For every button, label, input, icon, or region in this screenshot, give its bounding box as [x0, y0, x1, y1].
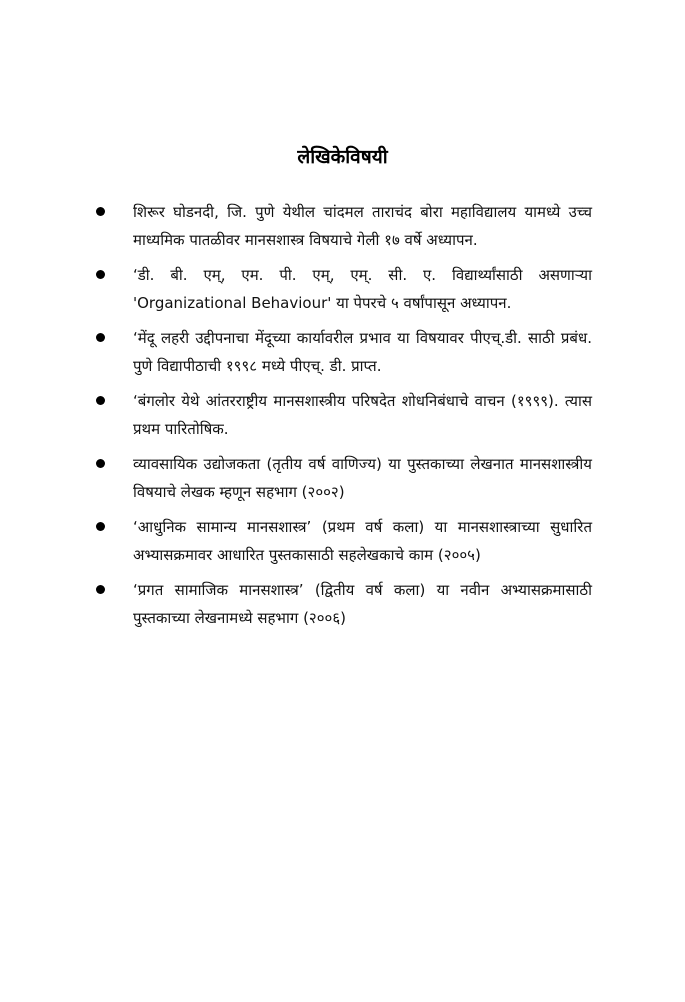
list-item	[92, 198, 592, 254]
list-item-text: ‘डी. बी. एम्, एम. पी. एम्, एम्. सी. ए. विद्यार्थ्यांसाठी असणाऱ्या 'Organizational Behaviour' या पेपरचे ५ वर्षांपासून अध्यापन.	[133, 266, 592, 312]
list-item-text: ‘आधुनिक सामान्य मानसशास्त्र’ (प्रथम वर्ष कला) या मानसशास्त्राच्या सुधारित अभ्यासक्रमावर आधारित पुस्तकासाठी सहलेखकाचे काम (२००५)	[133, 518, 592, 564]
list-item	[92, 387, 592, 443]
page-title: लेखिकेविषयी	[297, 146, 388, 168]
bullet-icon	[96, 207, 105, 216]
bullet-icon	[96, 522, 105, 531]
bullet-icon	[96, 333, 105, 342]
list-item-text: ‘मेंदू लहरी उद्दीपनाचा मेंदूच्या कार्यावरील प्रभाव या विषयावर पीएच्.डी. साठी प्रबंध. पुणे विद्यापीठाची १९९८ मध्ये पीएच्. डी. प्राप्त.	[133, 329, 592, 375]
list-item	[92, 261, 592, 317]
list-item-text: ‘प्रगत सामाजिक मानसशास्त्र’ (द्वितीय वर्ष कला) या नवीन अभ्यासक्रमासाठी पुस्तकाच्या लेखनामध्ये सहभाग (२००६)	[133, 581, 592, 627]
list-item	[92, 513, 592, 569]
list-item-text: ‘बंगलोर येथे आंतरराष्ट्रीय मानसशास्त्रीय परिषदेत शोधनिबंधाचे वाचन (१९९९). त्यास प्रथम पारितोषिक.	[133, 392, 592, 438]
list-item	[92, 450, 592, 506]
bullet-icon	[96, 396, 105, 405]
list-item	[92, 324, 592, 380]
bullet-icon	[96, 585, 105, 594]
list-item-text: व्यावसायिक उद्योजकता (तृतीय वर्ष वाणिज्य) या पुस्तकाच्या लेखनात मानसशास्त्रीय विषयाचे लेखक म्हणून सहभाग (२००२)	[133, 455, 592, 501]
about-author-list	[92, 198, 592, 639]
bullet-icon	[96, 270, 105, 279]
list-item-text: शिरूर घोडनदी, जि. पुणे येथील चांदमल ताराचंद बोरा महाविद्यालय यामध्ये उच्च माध्यमिक पातळीवर मानसशास्त्र विषयाचे गेली १७ वर्षे अध्यापन.	[133, 203, 592, 249]
list-item	[92, 576, 592, 632]
bullet-icon	[96, 459, 105, 468]
